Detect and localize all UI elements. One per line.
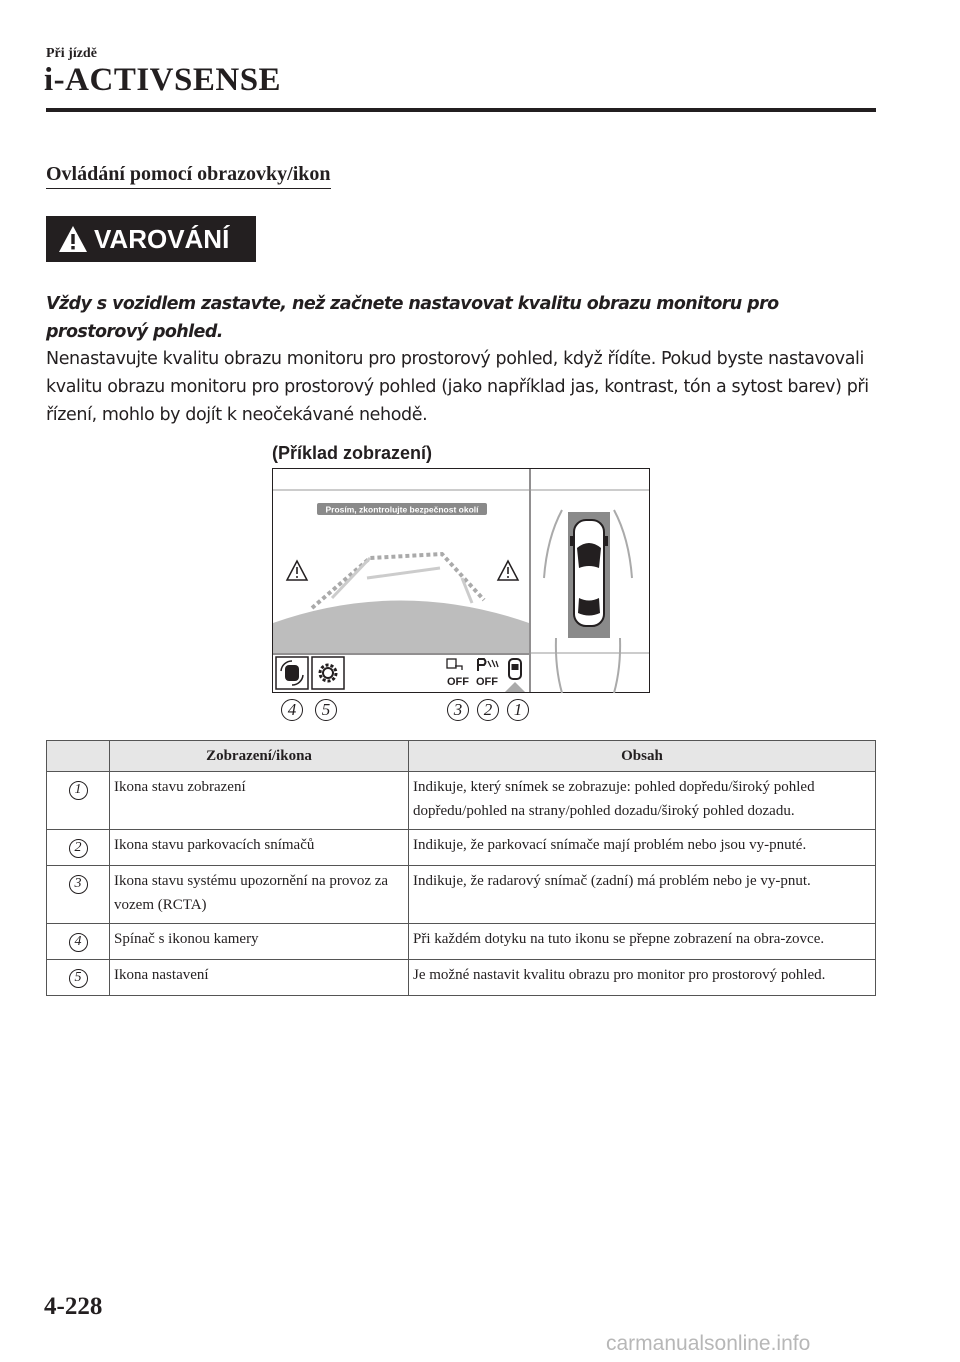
section-title: i-ACTIVSENSE xyxy=(44,62,282,98)
callout-4: 4 xyxy=(281,699,303,721)
camera-view xyxy=(273,490,529,653)
warning-text: Nenastavujte kvalitu obrazu monitoru pro prostorový pohled, když řídíte. Pokud byste nastavovali kvalitu obrazu monitoru pro prostorový pohled (jako například jas, kontrast, tón a sytost barev) při řízení, mohlo by dojít k neočekávané nehodě. xyxy=(46,349,869,425)
car-top-icon xyxy=(570,520,608,626)
row-content: Je možné nastavit kvalitu obrazu pro monitor pro prostorový pohled. xyxy=(409,960,876,996)
table-row xyxy=(47,830,876,866)
callout-1: 1 xyxy=(507,699,529,721)
table-row xyxy=(47,772,876,830)
row-item: Ikona stavu systému upozornění na provoz za vozem (RCTA) xyxy=(110,866,409,924)
row-item: Ikona stavu parkovacích snímačů xyxy=(110,830,409,866)
warning-badge xyxy=(46,216,256,262)
row-number: 2 xyxy=(47,830,110,866)
row-item: Ikona stavu zobrazení xyxy=(110,772,409,830)
table-header-content: Obsah xyxy=(409,741,876,772)
figure-callouts xyxy=(0,699,960,723)
row-number: 4 xyxy=(47,924,110,960)
warning-badge-label: VAROVÁNÍ xyxy=(94,223,230,254)
display-example-figure xyxy=(272,468,650,699)
header-rule xyxy=(46,108,876,112)
page-number: 4-228 xyxy=(44,1293,103,1320)
figure-caption: (Příklad zobrazení) xyxy=(272,443,433,463)
row-content: Při každém dotyku na tuto ikonu se přepne zobrazení na obra-zovce. xyxy=(409,924,876,960)
rcta-off-label: OFF xyxy=(447,676,469,688)
callout-5: 5 xyxy=(315,699,337,721)
warning-icon xyxy=(58,225,88,253)
row-number: 5 xyxy=(47,960,110,996)
row-number: 1 xyxy=(47,772,110,830)
sub-heading: Ovládání pomocí obrazovky/ikon xyxy=(46,163,331,189)
table-header-num xyxy=(47,741,110,772)
camera-switch-icon[interactable] xyxy=(276,657,308,689)
watermark: carmanualsonline.info xyxy=(606,1332,811,1355)
screen-banner: Prosím, zkontrolujte bezpečnost okolí xyxy=(325,504,479,515)
table-header-row xyxy=(47,741,876,772)
icon-table xyxy=(46,740,876,996)
row-content: Indikuje, který snímek se zobrazuje: pohled dopředu/široký pohled dopředu/pohled na strany/pohled dozadu/široký pohled dozadu. xyxy=(409,772,876,830)
parking-sensor-off-label: OFF xyxy=(476,676,498,688)
warning-bold-text: Vždy s vozidlem zastavte, než začnete nastavovat kvalitu obrazu monitoru pro prostorový pohled. xyxy=(46,294,779,342)
row-content: Indikuje, že parkovací snímače mají problém nebo jsou vy-pnuté. xyxy=(409,830,876,866)
callout-3: 3 xyxy=(447,699,469,721)
row-item: Spínač s ikonou kamery xyxy=(110,924,409,960)
section-label: Při jízdě xyxy=(46,46,97,61)
row-item: Ikona nastavení xyxy=(110,960,409,996)
callout-2: 2 xyxy=(477,699,499,721)
table-row xyxy=(47,866,876,924)
table-row xyxy=(47,960,876,996)
row-content: Indikuje, že radarový snímač (zadní) má problém nebo je vy-pnut. xyxy=(409,866,876,924)
table-row xyxy=(47,924,876,960)
table-header-item: Zobrazení/ikona xyxy=(110,741,409,772)
settings-gear-icon[interactable] xyxy=(312,657,344,689)
row-number: 3 xyxy=(47,866,110,924)
